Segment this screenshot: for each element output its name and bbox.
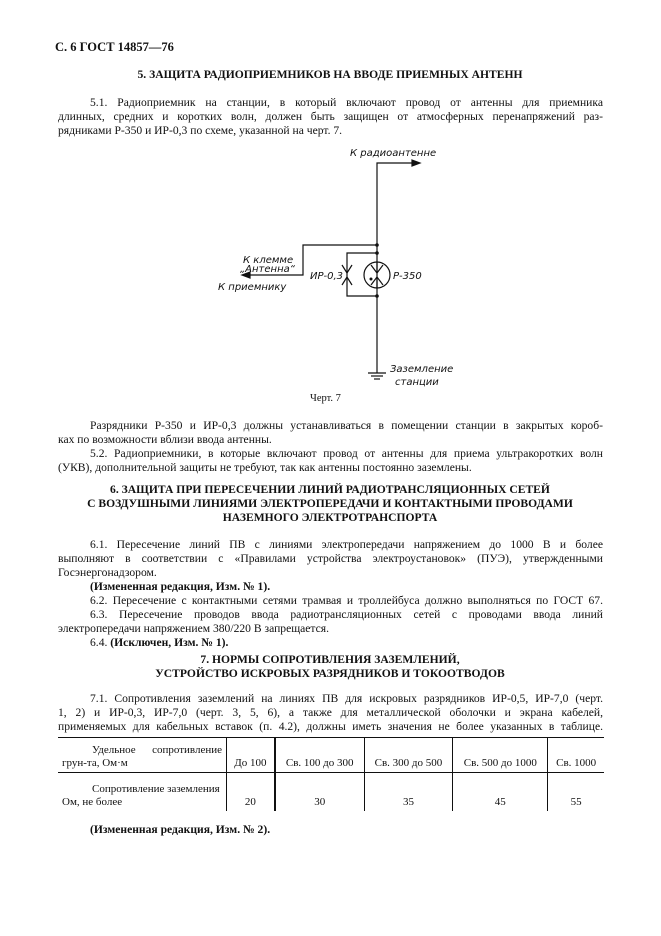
grounding-resistance-table xyxy=(58,737,604,811)
text-line: ках по возможности вблизи ввода антенны. xyxy=(58,433,272,446)
label-ground: Заземление xyxy=(390,364,454,375)
label-station: станции xyxy=(395,377,439,388)
section-6-title: НАЗЕМНОГО ЭЛЕКТРОТРАНСПОРТА xyxy=(222,511,438,524)
table-cell: 20 xyxy=(227,773,275,812)
text-line: 1, 2) и ИР-0,3, ИР-7,0 (черт. 3, 5, 6), а также для металлической оболочки и экрана кабелей, xyxy=(58,706,603,719)
amendment-note: (Измененная редакция, Изм. № 2). xyxy=(90,823,271,836)
text-line: 5.1. Радиоприемник на станции, в который включают провод от антенны для приемника xyxy=(90,96,603,109)
label-to-receiver: К приемнику xyxy=(218,282,287,293)
section-6-title: С ВОЗДУШНЫМИ ЛИНИЯМИ ЭЛЕКТРОПЕРЕДАЧИ И КОНТАКТНЫМИ ПРОВОДАМИ xyxy=(87,497,573,510)
table-cell: Сопротивление заземления Ом, не более xyxy=(62,783,220,808)
page-header: С. 6 ГОСТ 14857—76 xyxy=(55,40,174,54)
table-cell: 55 xyxy=(548,773,604,812)
label-r-350: Р-350 xyxy=(393,271,422,282)
amendment-note: (Исключен, Изм. № 1). xyxy=(110,636,229,649)
text-line: Разрядники Р-350 и ИР-0,3 должны устанавливаться в помещении станции в закрытых короб- xyxy=(90,419,603,432)
text-line: длинных, средних и коротких волн, должен быть защищен от атмосферных перенапряжений раз- xyxy=(58,110,603,123)
table-header: Св. 300 до 500 xyxy=(364,738,453,773)
label-to-antenna: К радиоантенне xyxy=(350,148,437,159)
text-line: Госэнергонадзором. xyxy=(58,566,157,579)
label-terminal-antenna: „Антенна“ xyxy=(240,264,295,275)
table-row xyxy=(58,773,604,812)
text-line: 6.3. Пересечение проводов ввода радиотрансляционных сетей с проводами ввода линий xyxy=(90,608,603,621)
table-header-row xyxy=(58,738,604,773)
table-header: Св. 100 до 300 xyxy=(275,738,364,773)
text-line: рядниками Р-350 и ИР-0,3 по схеме, указанной на черт. 7. xyxy=(58,124,343,137)
text-line: электропередачи напряжением 380/220 В запрещается. xyxy=(58,622,330,635)
section-7-title: УСТРОЙСТВО ИСКРОВЫХ РАЗРЯДНИКОВ И ТОКООТВОДОВ xyxy=(155,667,505,680)
section-5-title: 5. ЗАЩИТА РАДИОПРИЕМНИКОВ НА ВВОДЕ ПРИЕМНЫХ АНТЕНН xyxy=(137,68,523,81)
label-terminal: К клемме xyxy=(243,255,294,266)
text-line: 7.1. Сопротивления заземлений на линиях ПВ для искровых разрядников ИР-0,5, ИР-7,0 (черт. xyxy=(90,692,603,705)
circuit-diagram xyxy=(0,0,661,420)
section-6-title: 6. ЗАЩИТА ПРИ ПЕРЕСЕЧЕНИИ ЛИНИЙ РАДИОТРАНСЛЯЦИОННЫХ СЕТЕЙ xyxy=(110,483,550,496)
text-line: 6.1. Пересечение линий ПВ с линиями электропередачи напряжением до 1000 В и более xyxy=(90,538,603,551)
amendment-note: (Измененная редакция, Изм. № 1). xyxy=(90,580,271,593)
table-cell: 30 xyxy=(275,773,364,812)
label-ir-03: ИР-0,3 xyxy=(310,271,344,282)
table-header: Удельное сопротивление грун-та, Ом·м xyxy=(58,738,227,773)
text-line: выполняют в соответствии с «Правилами устройства электроустановок» (ПУЭ), утвержденными xyxy=(58,552,603,565)
text-line: применяемых для кабельных вставок (п. 4.2), должны иметь значения не более указанных в таблице. xyxy=(58,720,603,733)
table-cell: 35 xyxy=(364,773,453,812)
figure-caption: Черт. 7 xyxy=(310,393,341,404)
table-header: До 100 xyxy=(227,738,275,773)
table-cell: 45 xyxy=(453,773,548,812)
text-line: (УКВ), дополнительной защиты не требуют, так как антенны постоянно заземлены. xyxy=(58,461,472,474)
table-header: Св. 1000 xyxy=(548,738,604,773)
item-number: 6.4. xyxy=(90,636,108,649)
table-header: Св. 500 до 1000 xyxy=(453,738,548,773)
section-7-title: 7. НОРМЫ СОПРОТИВЛЕНИЯ ЗАЗЕМЛЕНИЙ, xyxy=(200,653,460,666)
text-line xyxy=(90,636,228,650)
text-line: 5.2. Радиоприемники, в которые включают провод от антенны для приема ультракоротких волн xyxy=(90,447,603,460)
text-line: 6.2. Пересечение с контактными сетями трамвая и троллейбуса должно выполняться по ГОСТ 67. xyxy=(90,594,603,607)
